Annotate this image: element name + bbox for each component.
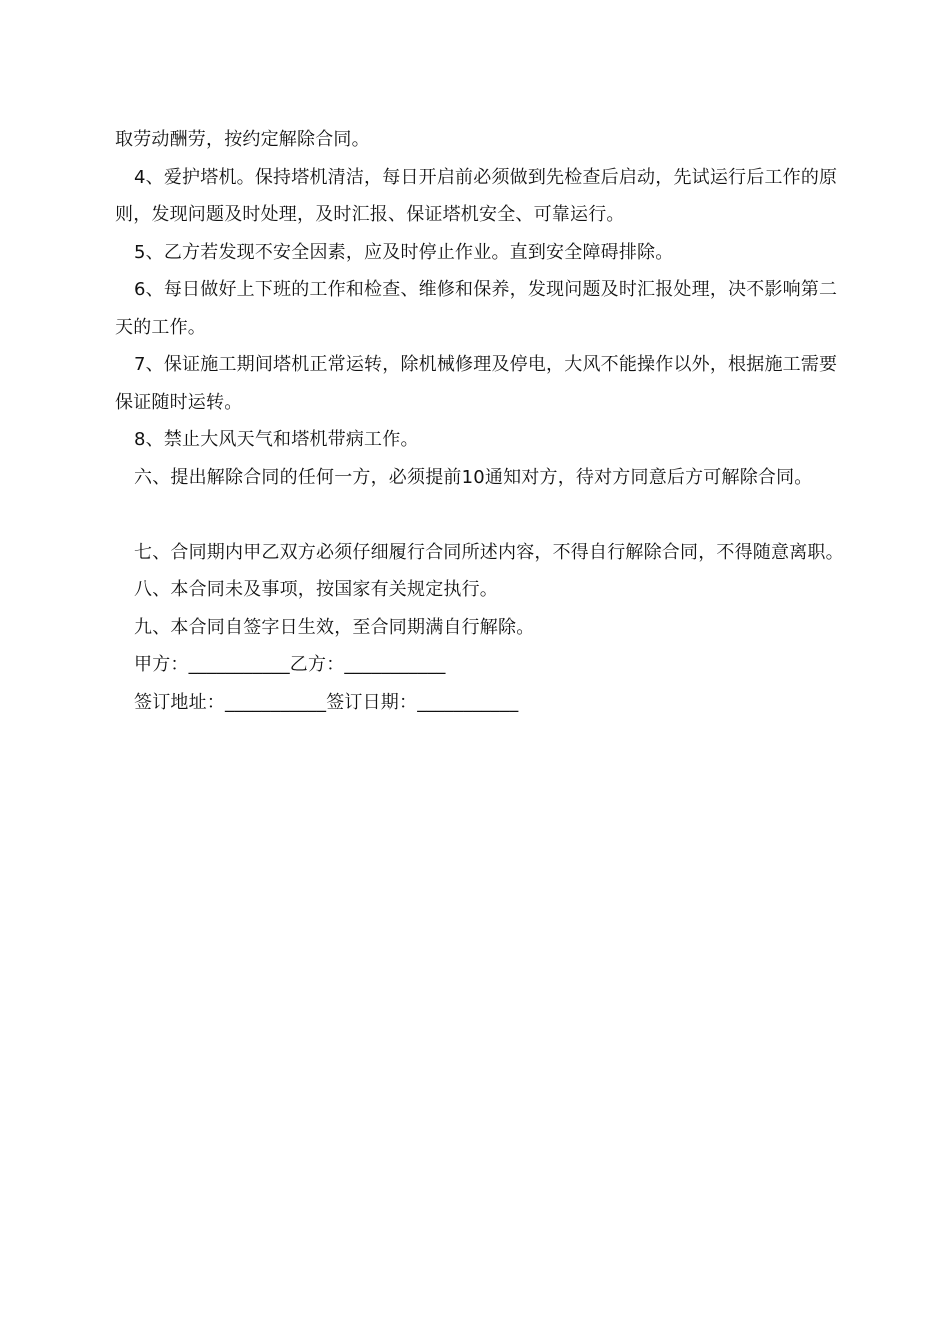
paragraph-item-8: 8、禁止大风天气和塔机带病工作。 xyxy=(134,429,419,450)
clause-seven: 七、合同期内甲乙双方必须仔细履行合同所述内容，不得自行解除合同，不得随意离职。 xyxy=(134,541,844,563)
paragraph-item-7: 7、保证施工期间塔机正常运转，除机械修理及停电，大风不能操作以外，根据施工需要保证随时运转。 xyxy=(115,354,838,413)
paragraph-item-5: 5、乙方若发现不安全因素，应及时停止作业。直到安全障碍排除。 xyxy=(134,241,674,263)
clause-nine: 九、本合同自签字日生效，至合同期满自行解除。 xyxy=(134,616,535,638)
paragraph-continuation: 取劳动酬劳，按约定解除合同。 xyxy=(115,129,370,150)
paragraph-item-4: 4、爱护塔机。保持塔机清洁，每日开启前必须做到先检查后启动，先试运行后工作的原则，发现问题及时处理，及时汇报、保证塔机安全、可靠运行。 xyxy=(115,166,838,225)
clause-eight: 八、本合同未及事项，按国家有关规定执行。 xyxy=(134,579,498,600)
contract-body xyxy=(115,121,855,721)
clause-six: 六、提出解除合同的任何一方，必须提前10通知对方，待对方同意后方可解除合同。 xyxy=(134,466,813,488)
signature-party-line: 甲方：___________乙方：___________ xyxy=(134,654,446,675)
paragraph-item-6: 6、每日做好上下班的工作和检查、维修和保养，发现问题及时汇报处理，决不影响第二天的工作。 xyxy=(115,279,838,338)
signing-info-line: 签订地址：___________签订日期：___________ xyxy=(134,691,519,713)
